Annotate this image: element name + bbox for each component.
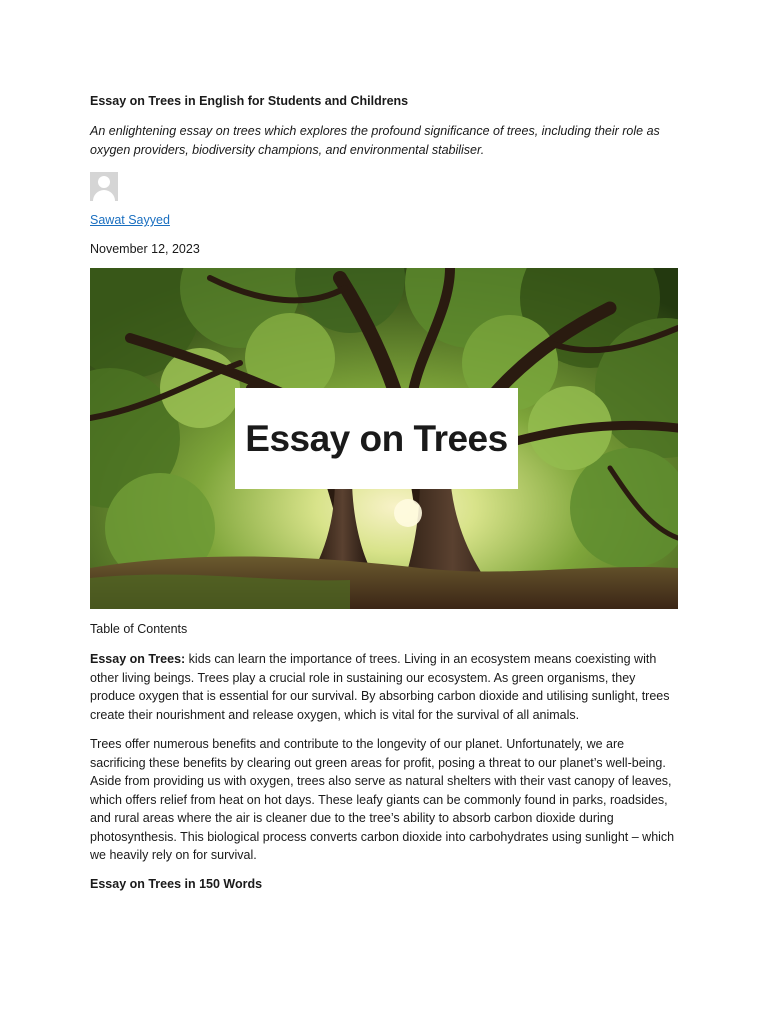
intro-text: kids can learn the importance of trees. Living in an ecosystem means coexisting with other living beings. Trees play a crucial role in sustaining our ecosystem. As green organisms, they produce oxygen that is essential for our survival. By absorbing carbon dioxide and utilising sunlight, trees create their nourishment and release oxygen, which is vital for the survival of all animals. (90, 652, 670, 722)
avatar-head (98, 176, 110, 188)
article (90, 93, 680, 893)
article-title: Essay on Trees in English for Students and Childrens (90, 94, 409, 108)
publish-date: November 12, 2023 (90, 242, 200, 256)
intro-lead: Essay on Trees: (90, 652, 186, 666)
author-link[interactable]: Sawat Sayyed (90, 213, 170, 227)
section-heading: Essay on Trees in 150 Words (90, 876, 263, 891)
table-of-contents-toggle[interactable]: Table of Contents (90, 622, 188, 636)
body-paragraph: Trees offer numerous benefits and contribute to the longevity of our planet. Unfortunately, we are sacrificing these benefits by clearing out green areas for profit, posing a threat to our planet’s well-being. Aside from providing us with oxygen, trees also serve as natural shelters with their vast canopy of leaves, which offers relief from heat on hot days. These leafy giants can be commonly found in parks, roadsides, and rural areas where the air is cleaner due to the tree’s ability to absorb carbon dioxide during photosynthesis. This biological process converts carbon dioxide into carbohydrates using sunlight – which we heavily rely on for survival. (90, 737, 675, 862)
author-avatar-icon[interactable] (90, 172, 118, 201)
avatar-body (93, 190, 115, 201)
hero-image (90, 268, 678, 609)
article-subtitle: An enlightening essay on trees which explores the profound significance of trees, including their role as oxygen providers, biodiversity champions, and environmental stabiliser. (90, 124, 660, 157)
intro-paragraph (90, 650, 680, 724)
hero-title-overlay: Essay on Trees (235, 388, 518, 489)
